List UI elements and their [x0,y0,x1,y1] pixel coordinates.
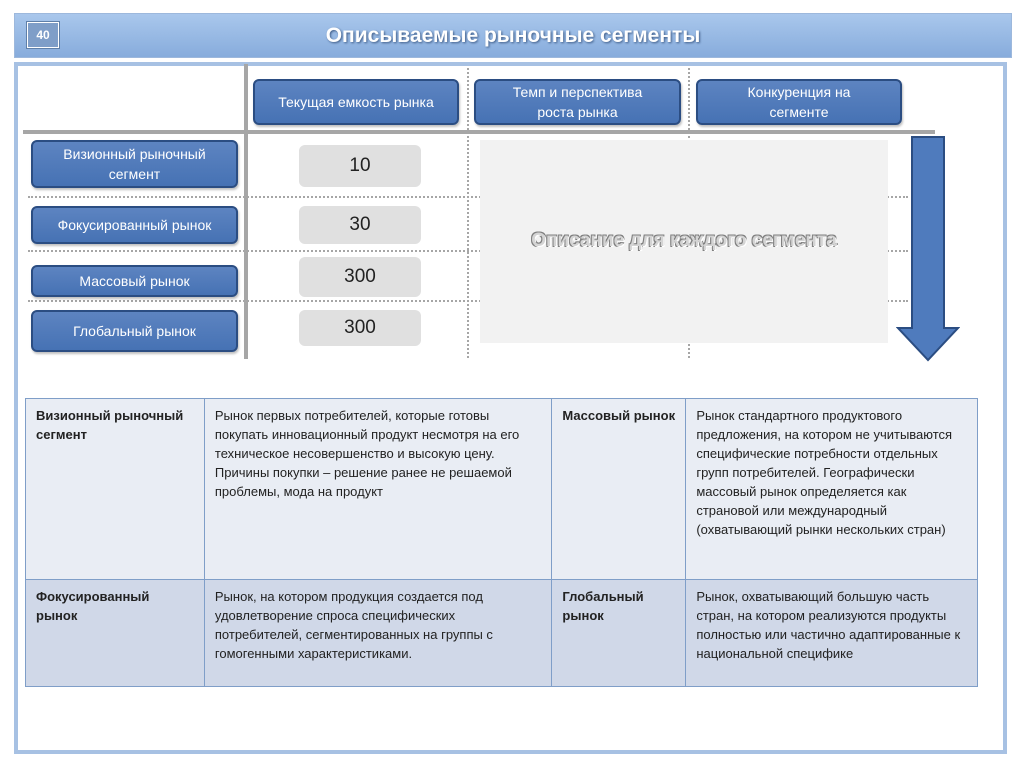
column-header-label: Текущая емкость рынка [278,94,434,110]
value-visionary: 10 [299,145,421,187]
down-arrow-icon [896,136,960,362]
table-row [26,580,978,687]
table-cell-segment-description: Рынок первых потребителей, которые готовы покупать инновационный продукт несмотря на его техническое несовершенство и высокую цену. Причины покупки – решение ранее не решаемой проблемы, мода на продукт [204,399,552,580]
row-label-visionary [31,140,238,188]
grid-vertical-divider [244,64,248,359]
table-cell-segment-description: Рынок, охватывающий большую часть стран, на котором реализуются продукты полностью или частично адаптированные к национальной специфике [686,580,978,687]
value-global: 300 [299,310,421,346]
slide-title: Описываемые рыночные сегменты [325,24,701,47]
description-label: Описание для каждого сегмента [531,230,837,251]
value-mass: 300 [299,257,421,297]
row-label-focused [31,206,238,244]
table-cell-segment-name: Массовый рынок [552,399,686,580]
column-header-label: Конкуренция на сегменте [747,84,851,120]
table-cell-segment-description: Рынок стандартного продуктового предложения, на котором не учитываются специфические потребности отдельных групп потребителей. Географически массовый рынок определяется как страновой или международный (охватывающий рынки нескольких стран) [686,399,978,580]
row-label-text: Глобальный рынок [73,323,196,339]
column-header-capacity [253,79,459,125]
table-cell-segment-name: Фокусированный рынок [26,580,205,687]
value-focused: 30 [299,206,421,244]
row-label-text: Массовый рынок [79,273,190,289]
grid-dotted-col-line [467,68,469,358]
row-label-text: Визионный рыночный сегмент [63,146,206,182]
table-cell-segment-name: Глобальный рынок [552,580,686,687]
column-header-label: Темп и перспектива роста рынка [512,84,643,120]
row-label-mass [31,265,238,297]
table-cell-segment-description: Рынок, на котором продукция создается под удовлетворение спроса специфических потребителей, сегментированных на группы с гомогенными характеристиками. [204,580,552,687]
table-row [26,399,978,580]
row-label-global [31,310,238,352]
column-header-competition [696,79,902,125]
segments-description-table [25,398,978,687]
slide-number: 40 [27,22,59,48]
slide-header [14,13,1012,58]
table-cell-segment-name: Визионный рыночный сегмент [26,399,205,580]
grid-horizontal-divider [23,130,935,134]
row-label-text: Фокусированный рынок [57,217,212,233]
column-header-growth [474,79,681,125]
